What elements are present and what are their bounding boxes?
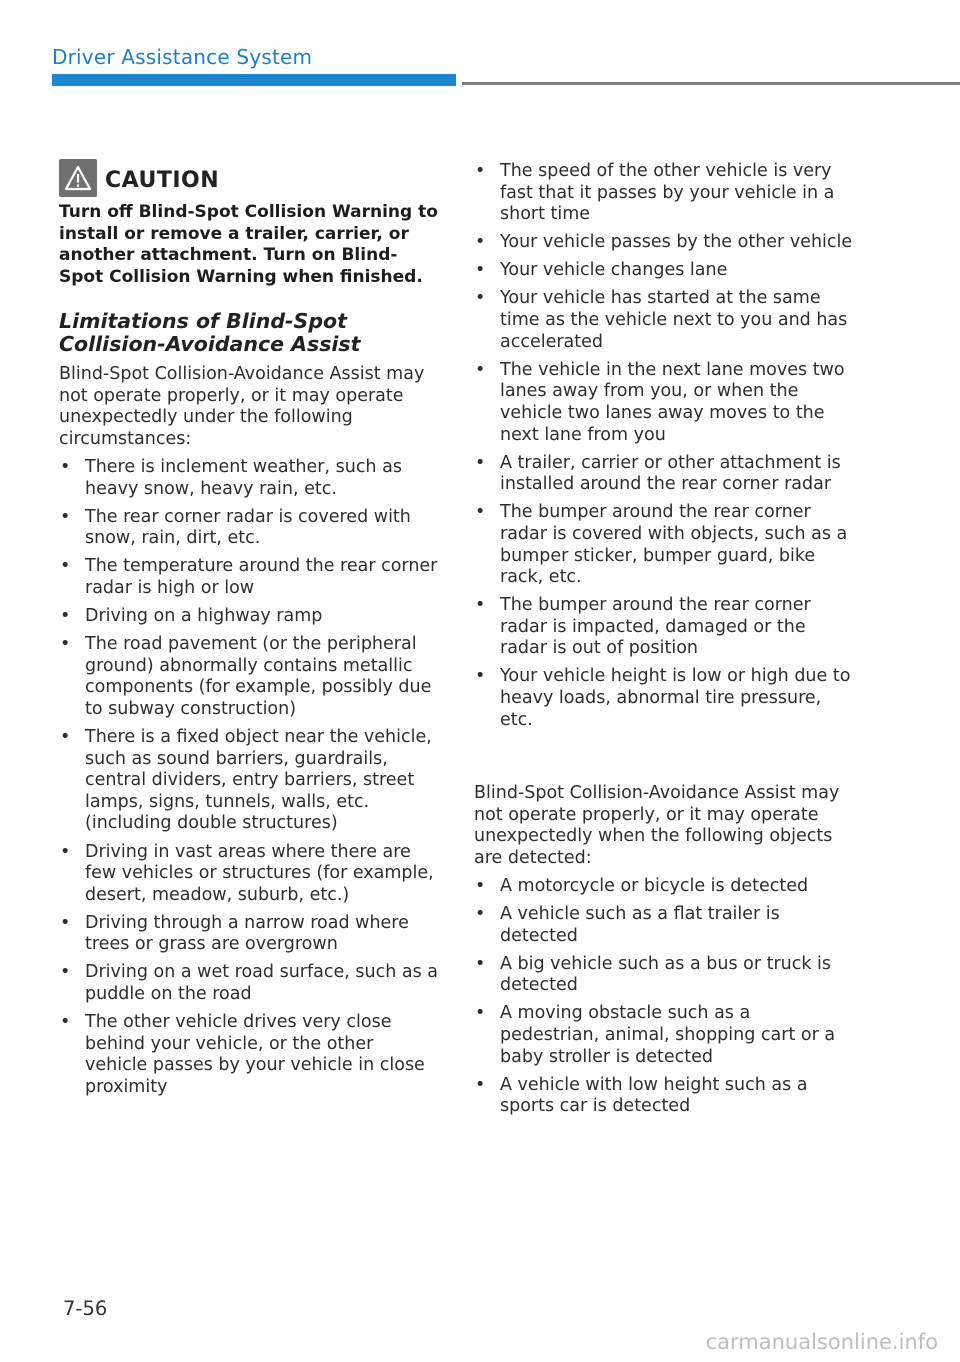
limitations-list-continued [474, 161, 854, 738]
caution-label: CAUTION [105, 167, 220, 193]
watermark: carmanualsonline.info [705, 1330, 938, 1354]
list-item: • The bumper around the rear corner radar is covered with objects, such as a bumper sticker, bumper guard, bike rack, etc. [474, 502, 854, 588]
list-item: • Driving on a highway ramp [59, 606, 439, 628]
list-item: • Your vehicle has started at the same time as the vehicle next to you and has accelerated [474, 288, 854, 353]
list-item: • Driving on a wet road surface, such as a puddle on the road [59, 962, 439, 1005]
list-item: • Your vehicle passes by the other vehicle [474, 232, 854, 254]
list-item: • The rear corner radar is covered with snow, rain, dirt, etc. [59, 507, 439, 550]
list-item: • There is a fixed object near the vehicle, such as sound barriers, guardrails, central dividers, entry barriers, street lamps, signs, tunnels, walls, etc. (including double structures) [59, 727, 439, 835]
page-number: 7-56 [63, 1297, 108, 1320]
list-item: • Your vehicle height is low or high due to heavy loads, abnormal tire pressure, etc. [474, 666, 854, 731]
list-item: • The bumper around the rear corner radar is impacted, damaged or the radar is out of position [474, 595, 854, 660]
list-item: • Driving through a narrow road where trees or grass are overgrown [59, 913, 439, 956]
objects-intro: Blind-Spot Collision-Avoidance Assist may not operate properly, or it may operate unexpectedly when the following objects are detected: [474, 783, 840, 868]
list-item: • The temperature around the rear corner radar is high or low [59, 556, 439, 599]
list-item: • The vehicle in the next lane moves two lanes away from you, or when the vehicle two lanes away moves to the next lane from you [474, 360, 854, 446]
caution-text: Turn off Blind-Spot Collision Warning to install or remove a trailer, carrier, or another attachment. Turn on Blind-Spot Collision Warning when finished. [59, 202, 438, 287]
list-item: • Your vehicle changes lane [474, 260, 854, 282]
objects-list [474, 876, 854, 1124]
list-item: • A trailer, carrier or other attachment is installed around the rear corner radar [474, 453, 854, 496]
section-title: Driver Assistance System [52, 45, 313, 69]
caution-header [59, 158, 219, 198]
list-item: • The other vehicle drives very close behind your vehicle, or the other vehicle passes by your vehicle in close proximity [59, 1012, 439, 1098]
limitations-list [59, 457, 439, 1105]
list-item: • A motorcycle or bicycle is detected [474, 876, 854, 898]
list-item: • A big vehicle such as a bus or truck is detected [474, 954, 854, 997]
list-item: • A vehicle such as a flat trailer is detected [474, 904, 854, 947]
list-item: • A vehicle with low height such as a sports car is detected [474, 1075, 854, 1118]
list-item: • Driving in vast areas where there are few vehicles or structures (for example, desert, meadow, suburb, etc.) [59, 842, 439, 907]
list-item: • The road pavement (or the peripheral ground) abnormally contains metallic components (for example, possibly due to subway construction) [59, 634, 439, 720]
limitations-heading: Limitations of Blind-Spot Collision-Avoidance Assist [59, 309, 361, 356]
list-item: • There is inclement weather, such as heavy snow, heavy rain, etc. [59, 457, 439, 500]
header-rule-accent [52, 74, 456, 86]
header-rule [462, 82, 960, 85]
list-item: • The speed of the other vehicle is very fast that it passes by your vehicle in a short time [474, 161, 854, 226]
list-item: • A moving obstacle such as a pedestrian, animal, shopping cart or a baby stroller is detected [474, 1003, 854, 1068]
limitations-intro: Blind-Spot Collision-Avoidance Assist may not operate properly, or it may operate unexpectedly under the following circumstances: [59, 364, 425, 449]
warning-triangle-icon [59, 159, 97, 197]
